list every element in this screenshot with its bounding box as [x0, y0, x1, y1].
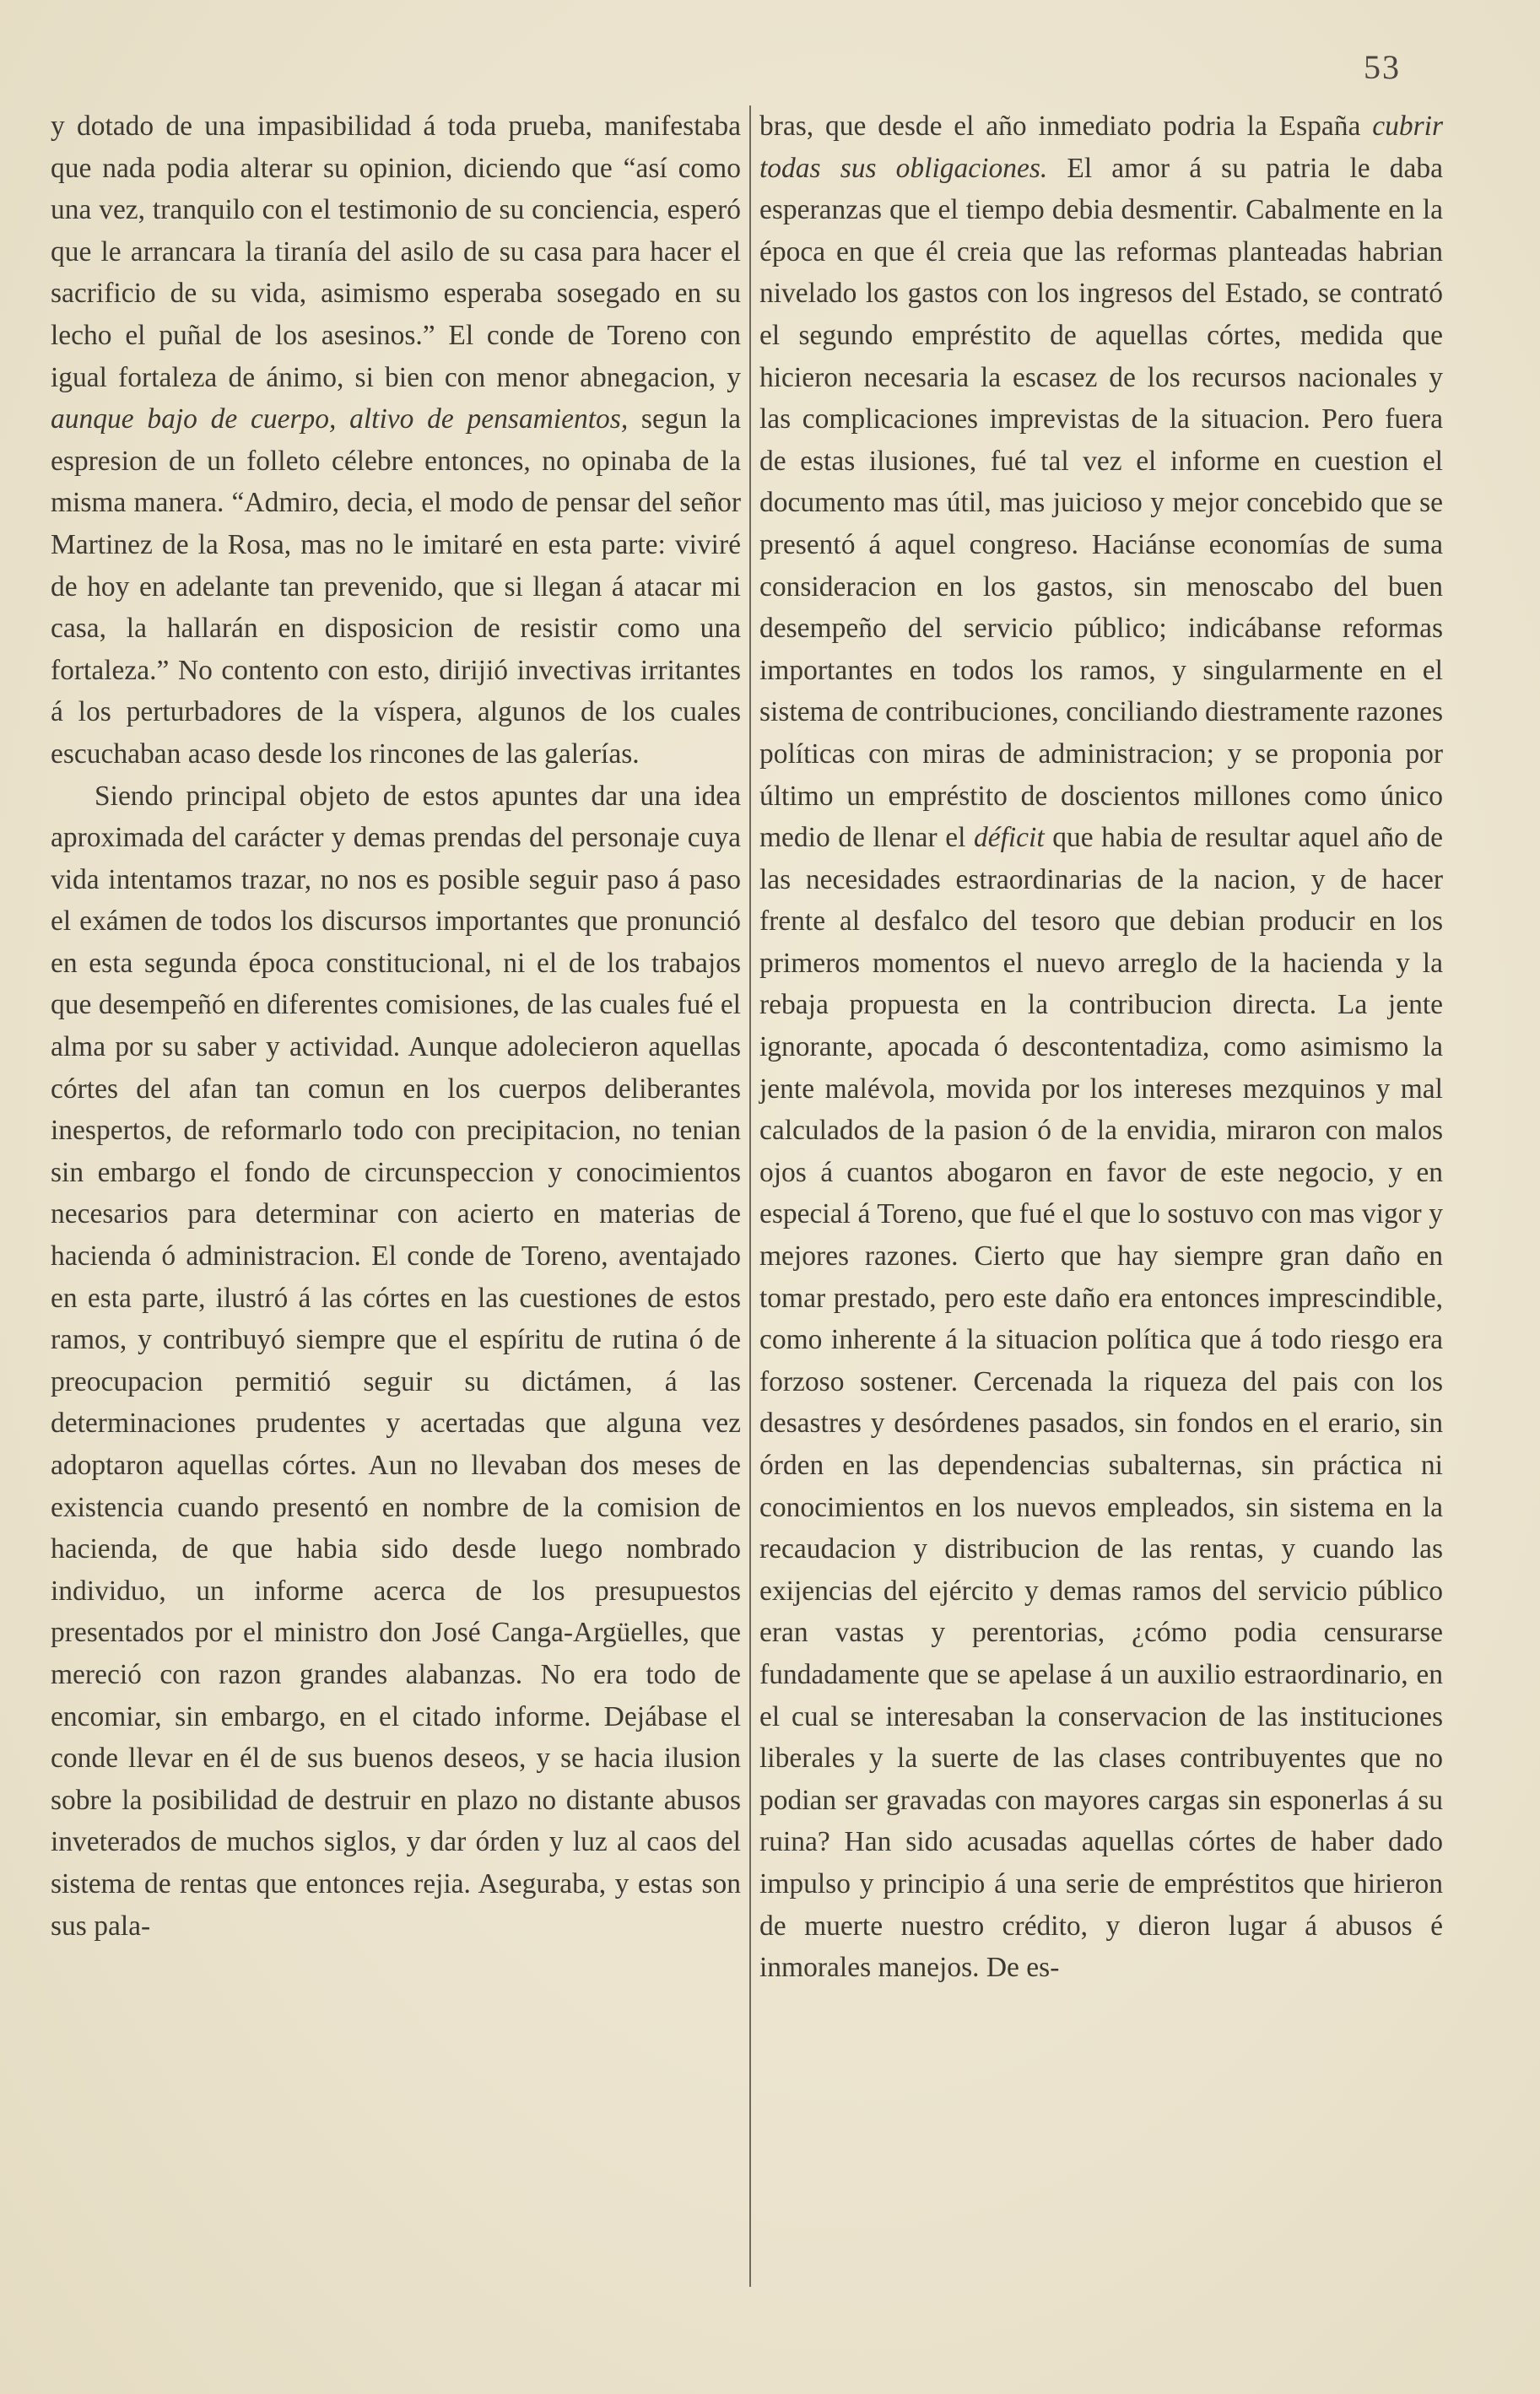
column-divider: [749, 105, 751, 2287]
right-column: [759, 105, 1443, 1989]
left-column: [51, 105, 741, 1947]
text-run: El amor á su patria le daba esperanzas que el tiempo debia desmentir. Cabalmente en la época en que él creia que las reformas planteadas habrian nivelado los gastos con los ingresos del Estado, se contrató el segundo empréstito de aquellas córtes, medida que hicieron necesaria la escasez de los recursos nacionales y las complicaciones imprevistas de la situacion. Pero fuera de estas ilusiones, fué tal vez el informe en cuestion el documento mas útil, mas juicioso y mejor concebido que se presentó á aquel congreso. Haciánse economías de suma consideracion en los gastos, sin menoscabo del buen desempeño del servicio público; indicábanse reformas importantes en todos los ramos, y singularmente en el sistema de contribuciones, conciliando diestramente razones políticas con miras de administracion; y se proponia por último un empréstito de doscientos millones como único medio de llenar el: [759, 152, 1443, 854]
text-run: bras, que desde el año inmediato podria la España: [759, 111, 1373, 142]
left-paragraph-1: [51, 105, 741, 775]
text-run: Siendo principal objeto de estos apuntes dar una idea aproximada del carácter y demas prendas del personaje cuya vida intentamos trazar, no nos es posible seguir paso á paso el exámen de todos los discursos importantes que pronunció en esta segunda época constitucional, ni el de los trabajos que desempeñó en diferentes comisiones, de las cuales fué el alma por su saber y actividad. Aunque adolecieron aquellas córtes del afan tan comun en los cuerpos deliberantes inespertos, de reformarlo todo con precipitacion, no tenian sin embargo el fondo de circunspeccion y conocimientos necesarios para determinar con acierto en materias de hacienda ó administracion. El conde de Toreno, aventajado en esta parte, ilustró á las córtes en las cuestiones de estos ramos, y contribuyó siempre que el espíritu de rutina ó de preocupacion permitió seguir su dictámen, á las determinaciones prudentes y acertadas que alguna vez adoptaron aquellas córtes. Aun no llevaban dos meses de existencia cuando presentó en nombre de la comision de hacienda, de que habia sido desde luego nombrado individuo, un informe acerca de los presupuestos presentados por el ministro don José Canga-Argüelles, que mereció con razon grandes alabanzas. No era todo de encomiar, sin embargo, en el citado informe. Dejábase el conde llevar en él de sus buenos deseos, y se hacia ilusion sobre la posibilidad de destruir en plazo no distante abusos inveterados de muchos siglos, y dar órden y luz al caos del sistema de rentas que entonces rejia. Aseguraba, y estas son sus pala-: [51, 780, 741, 1942]
italic-text-run: cubrir todas sus obligaciones.: [759, 111, 1443, 184]
italic-text-run: déficit: [973, 822, 1045, 854]
left-paragraph-2: [51, 775, 741, 1948]
text-run: segun la espresion de un folleto célebre entonces, no opinaba de la misma manera. “Admiro, decia, el modo de pensar del señor Martinez de la Rosa, mas no le imitaré en esta parte: viviré de hoy en adelante tan prevenido, que si llegan á atacar mi casa, la hallarán en disposicion de resistir como una fortaleza.” No contento con esto, dirijió invectivas irritantes á los perturbadores de la víspera, algunos de los cuales escuchaban acaso desde los rincones de las galerías.: [51, 403, 741, 770]
right-paragraph-1: [759, 105, 1443, 1989]
italic-text-run: aunque bajo de cuerpo, altivo de pensamientos,: [51, 403, 629, 435]
page-number: 53: [1364, 48, 1401, 86]
text-run: que habia de resultar aquel año de las necesidades estraordinarias de la nacion, y de hacer frente al desfalco del tesoro que debian producir en los primeros momentos el nuevo arreglo de la hacienda y la rebaja propuesta en la contribucion directa. La jente ignorante, apocada ó descontentadiza, como asimismo la jente malévola, movida por los intereses mezquinos y mal calculados de la pasion ó de la envidia, miraron con malos ojos á cuantos abogaron en favor de este negocio, y en especial á Toreno, que fué el que lo sostuvo con mas vigor y mejores razones. Cierto que hay siempre gran daño en tomar prestado, pero este daño era entonces imprescindible, como inherente á la situacion política que á todo riesgo era forzoso sostener. Cercenada la riqueza del pais con los desastres y desórdenes pasados, sin fondos en el erario, sin órden en las dependencias subalternas, sin práctica ni conocimientos en los nuevos empleados, sin sistema en la recaudacion y distribucion de las rentas, y cuando las exijencias del ejército y demas ramos del servicio público eran vastas y perentorias, ¿cómo podia censurarse fundadamente que se apelase á un auxilio estraordinario, en el cual se interesaban la conservacion de las instituciones liberales y la suerte de las clases contribuyentes que no podian ser gravadas con mayores cargas sin esponerlas á su ruina? Han sido acusadas aquellas córtes de haber dado impulso y principio á una serie de empréstitos que hirieron de muerte nuestro crédito, y dieron lugar á abusos é inmorales manejos. De es-: [759, 822, 1443, 1984]
text-run: y dotado de una impasibilidad á toda prueba, manifestaba que nada podia alterar su opinion, diciendo que “así como una vez, tranquilo con el testimonio de su conciencia, esperó que le arrancara la tiranía del asilo de su casa para hacer el sacrificio de su vida, asimismo esperaba sosegado en su lecho el puñal de los asesinos.” El conde de Toreno con igual fortaleza de ánimo, si bien con menor abnegacion, y: [51, 111, 741, 393]
